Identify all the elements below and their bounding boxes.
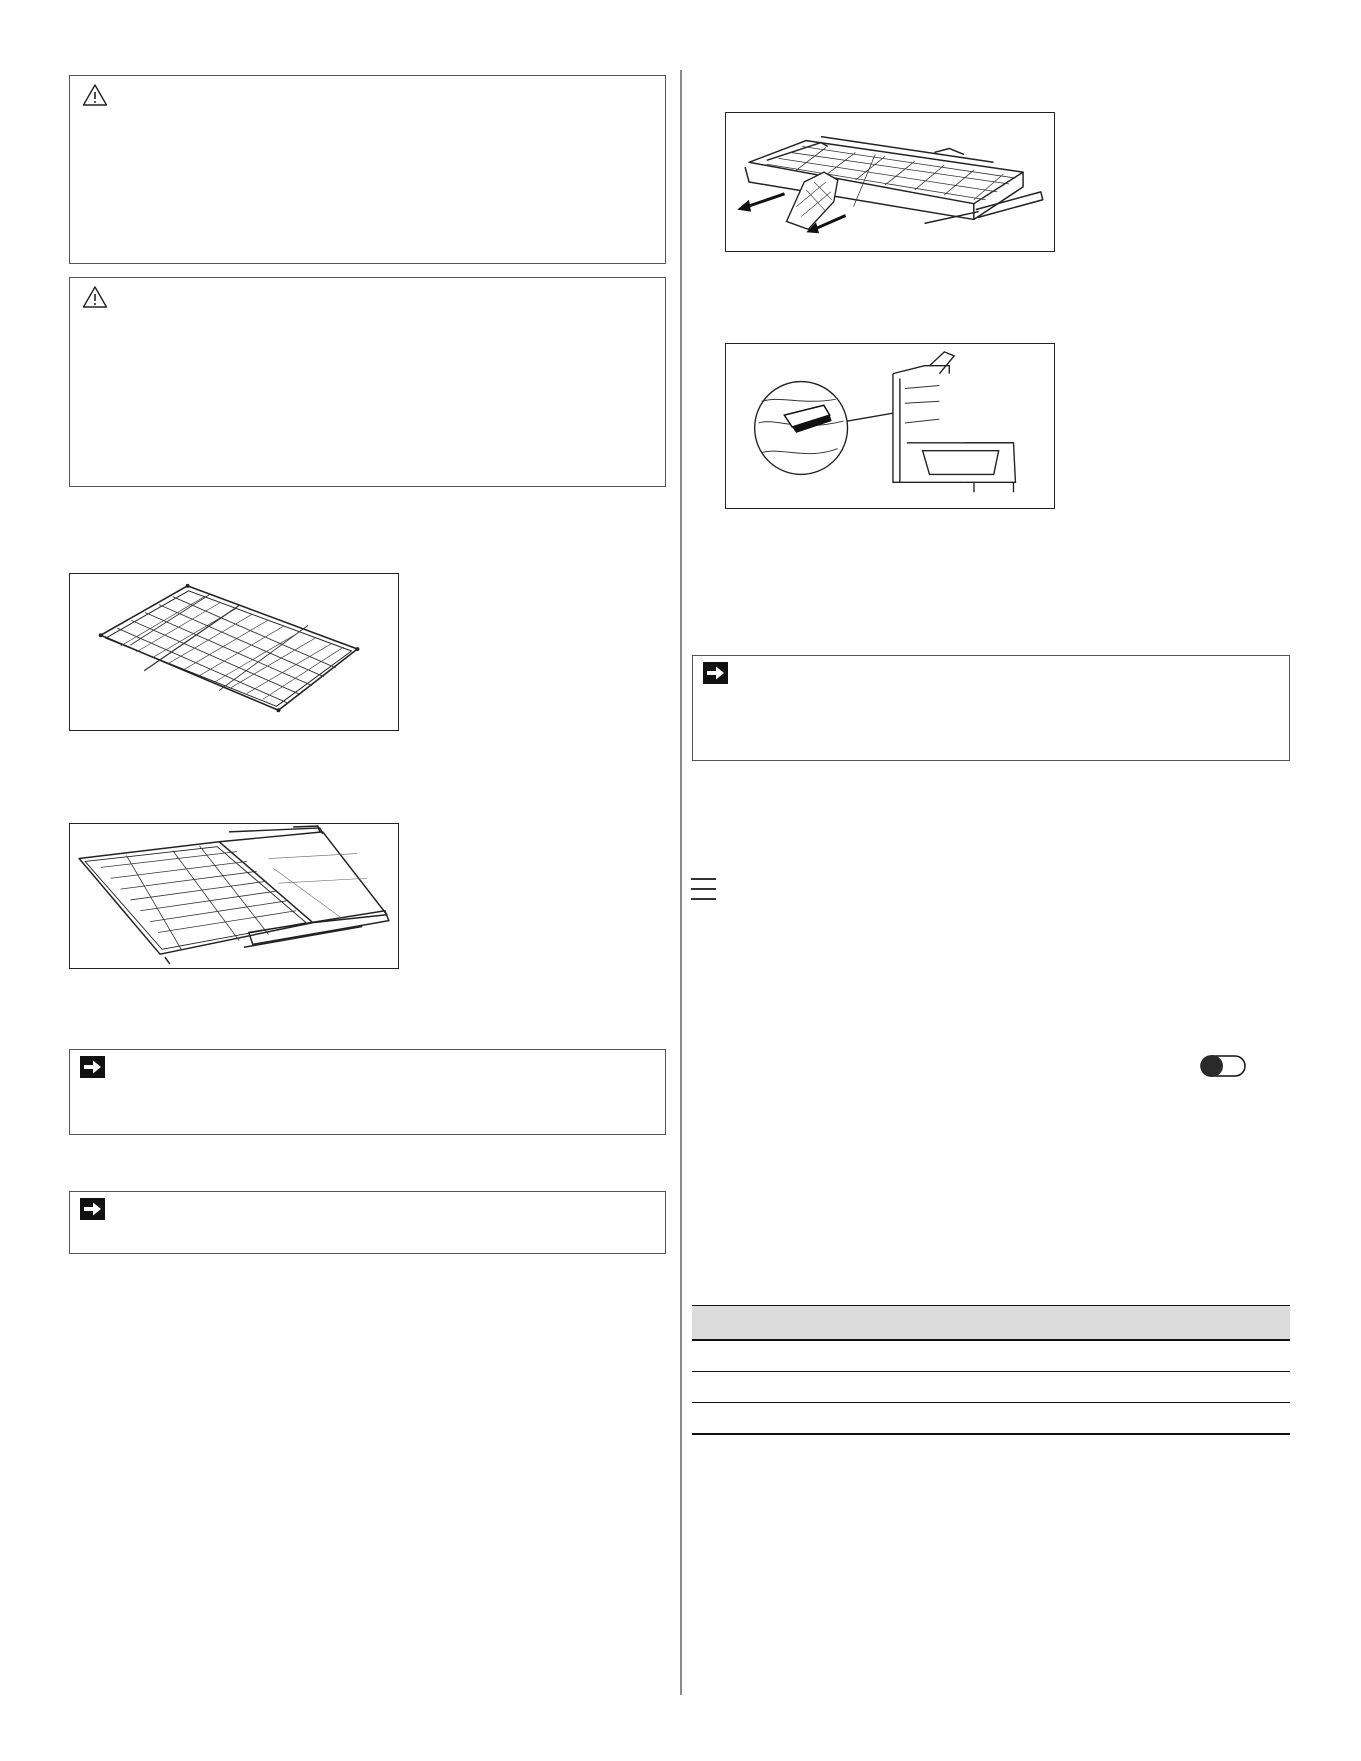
note-box (69, 1049, 666, 1135)
warning-box (69, 277, 666, 487)
on-off-toggle-icon (1200, 1053, 1246, 1079)
menu-icon (691, 878, 716, 900)
column-divider (680, 70, 682, 1695)
table-cell (692, 1403, 1290, 1435)
table-cell (692, 1372, 1290, 1403)
table-row (692, 1340, 1290, 1372)
warning-box (69, 75, 666, 264)
table-row (692, 1372, 1290, 1403)
rack-removal-with-mitt-illustration (725, 112, 1055, 252)
arrow-right-icon (80, 1198, 105, 1220)
flat-rack-illustration (69, 573, 399, 731)
warning-triangle-icon (82, 83, 108, 107)
telescopic-rack-illustration (69, 823, 399, 969)
rack-guide-detail-illustration (725, 343, 1055, 509)
arrow-right-icon (80, 1056, 105, 1078)
table-header-cell (692, 1306, 1290, 1341)
table-header-row (692, 1306, 1290, 1341)
warning-triangle-icon (82, 285, 108, 309)
table-row (692, 1403, 1290, 1435)
data-table (692, 1305, 1290, 1435)
arrow-right-icon (703, 662, 728, 684)
note-box (692, 655, 1290, 761)
note-box (69, 1191, 666, 1254)
table-cell (692, 1340, 1290, 1372)
